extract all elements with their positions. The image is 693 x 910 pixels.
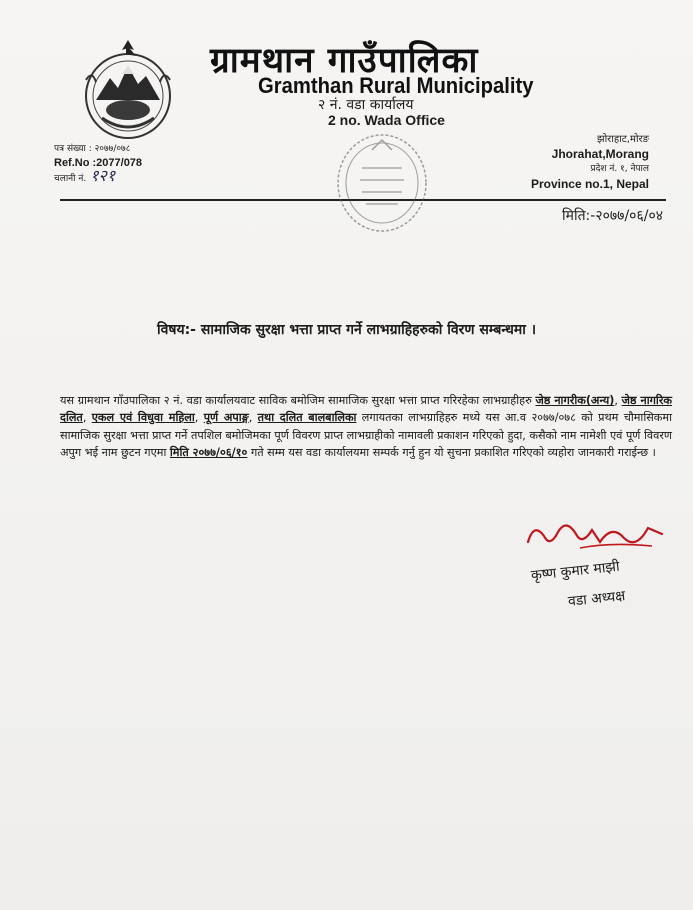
address-en: Jhorahat,Morang	[551, 147, 649, 161]
body-separator: ,	[248, 411, 258, 425]
signature-scribble-icon	[520, 512, 670, 562]
chalani-line	[54, 170, 142, 186]
address-block	[531, 132, 649, 192]
body-separator: ,	[194, 411, 204, 425]
body-text: गते सम्म यस वडा कार्यालयमा सम्पर्क गर्नु हुन यो सुचना प्रकाशित गरिएको व्यहोरा जानकारी गराईन्छ ।	[247, 445, 656, 459]
nepal-emblem-icon	[82, 40, 174, 144]
ref-number: Ref.No :2077/078	[54, 157, 143, 169]
body-separator: ,	[614, 394, 622, 407]
body-text: लगायतका लाभग्राहिहरु मध्ये यस आ.व २०७७/०७८ को प्रथम चौमासिकमा सामाजिक सुरक्षा भत्ता प्राप्त गर्ने तपशिल बमोजिमका पूर्ण विवरण प्राप्त लाभग्राहीको नामावली प्रकाशन गरिएको हुदा, कसैको नाम नामेशी एवं पूर्ण विवरण अपुग भई नाम छुटन गएमा	[60, 411, 672, 459]
beneficiary-category: पूर्ण अपाङ्ग	[203, 411, 249, 425]
body-separator: ,	[82, 411, 92, 425]
patra-sankhya: पत्र संख्या : २०७७/०७८	[54, 144, 131, 154]
beneficiary-category: जेष्ठ नागरीक(अन्य)	[535, 394, 615, 407]
letter-body	[60, 392, 672, 461]
letter-subject: विषय:- सामाजिक सुरक्षा भत्ता प्राप्त गर्ने लाभग्राहिहरुको विरण सम्बन्धमा ।	[156, 322, 537, 338]
chalani-label: चलानी नं.	[54, 174, 87, 184]
signatory-name: कृष्ण कुमार माझी	[530, 558, 621, 584]
address-np: झोराहाट,मोरङ	[597, 134, 649, 145]
province-np: प्रदेश नं. १, नेपाल	[590, 164, 649, 174]
body-text: यस ग्रामथान गाँउपालिका २ नं. वडा कार्यालयवाट साविक बमोजिम सामाजिक सुरक्षा भत्ता प्राप्त गरिरहेका लाभग्राहीहरु	[60, 394, 536, 407]
ward-office-en: 2 no. Wada Office	[328, 112, 445, 128]
letter-date: मिति:-२०७७/०६/०४	[561, 208, 663, 224]
office-stamp-icon	[332, 128, 432, 238]
beneficiary-category: एकल एवं विधुवा महिला	[91, 411, 195, 425]
beneficiary-category: तथा दलित बालबालिका	[257, 411, 357, 425]
beneficiary-category: जेष्ठ नागरिक दलित	[60, 394, 672, 425]
chalani-number: १२१	[90, 168, 116, 185]
municipality-title-en: Gramthan Rural Municipality	[258, 73, 534, 98]
ward-office-np: २ नं. वडा कार्यालय	[318, 97, 414, 113]
signatory-title: वडा अध्यक्ष	[567, 587, 627, 610]
reference-block	[54, 142, 142, 186]
municipality-title-np: ग्रामथान गाउँपालिका	[210, 40, 479, 81]
deadline-date: मिति २०७७/०६/१०	[169, 445, 248, 459]
province-en: Province no.1, Nepal	[530, 177, 649, 191]
